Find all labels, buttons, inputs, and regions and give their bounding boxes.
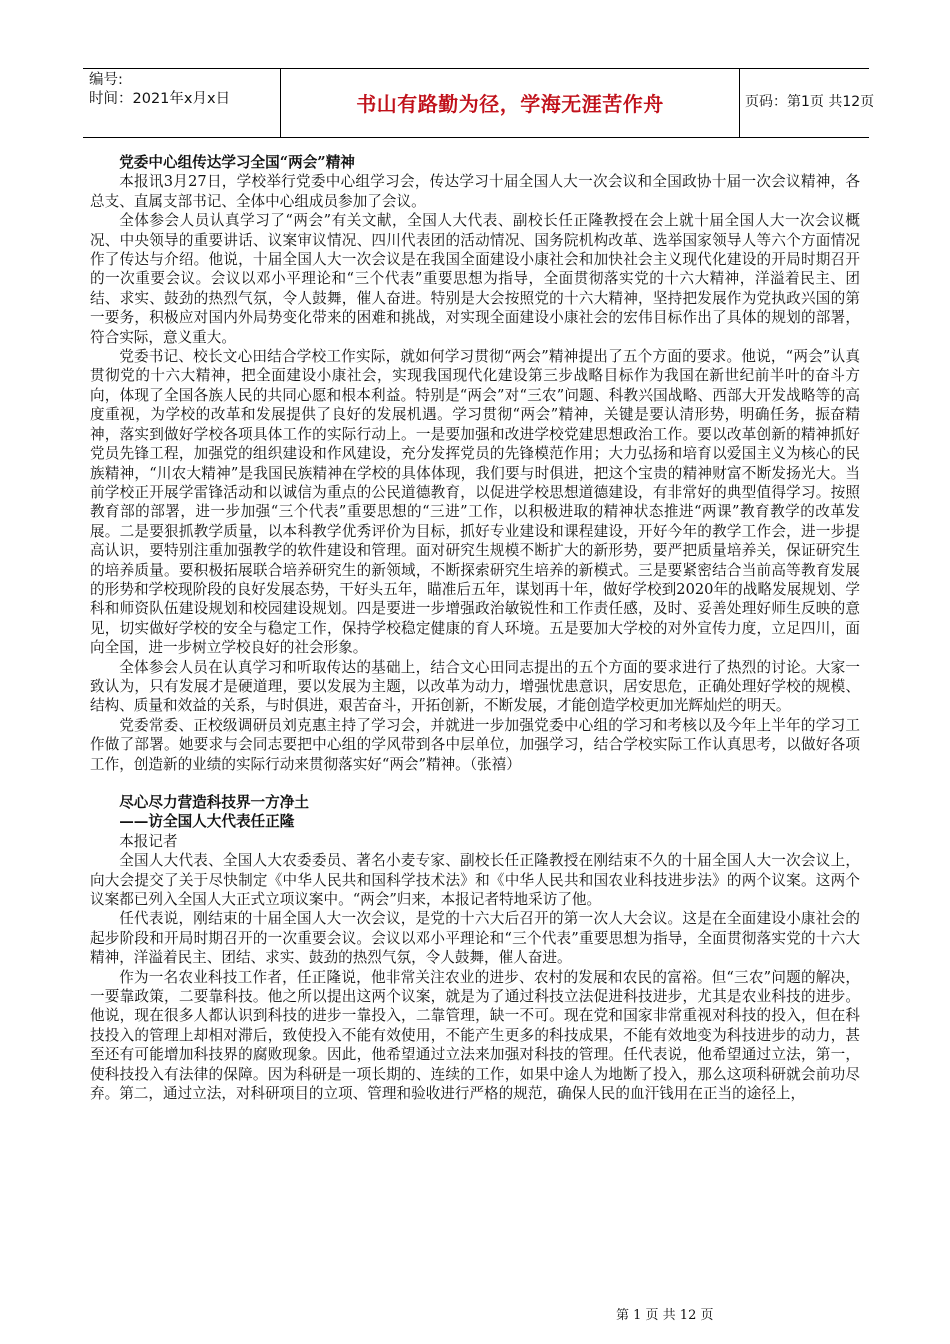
article-subtitle: ——访全国人大代表任正隆 <box>119 813 295 831</box>
paragraph: 全国人大代表、全国人大农委委员、著名小麦专家、副校长任正隆教授在刚结束不久的十届全国人大一次会议上，向大会提交了关于尽快制定《中华人民共和国科学技术法》和《中华人民共和国农业科技进步法》的两个议案。这两个议案都已列入全国人大正式立项议案中。“两会”归来，本报记者特地采访了他。 <box>90 852 860 909</box>
page-footer: 第 1 页 共 12 页 <box>616 1308 714 1323</box>
motto-text: 书山有路勤为径，学海无涯苦作舟 <box>356 92 664 116</box>
page-info: 页码：第1页 共12页 <box>745 94 875 110</box>
byline: 本报记者 <box>119 832 178 850</box>
paragraph: 党委常委、正校级调研员刘克惠主持了学习会，并就进一步加强党委中心组的学习和考核以及今年上半年的学习工作做了部署。她要求与会同志要把中心组的学风带到各中层单位，加强学习，结合学校实际工作认真思考，以做好各项工作，创造新的业绩的实际行动来贯彻落实好“两会”精神。（张禧） <box>90 716 860 773</box>
number-label: 编号: <box>89 72 123 88</box>
article-title: 尽心尽力营造科技界一方净土 <box>119 794 309 811</box>
paragraph: 全体参会人员认真学习了“两会”有关文献，全国人大代表、副校长任正隆教授在会上就十届全国人大一次会议概况、中央领导的重要讲话、议案审议情况、四川代表团的活动情况、国务院机构改革、选举国家领导人等六个方面情况作了传达与介绍。他说，十届全国人大一次会议是在我国全面建设小康社会和加快社会主义现代化建设的开局时期召开的一次重要会议。会议以邓小平理论和“三个代表”重要思想为指导，全面贯彻落实党的十六大精神，洋溢着民主、团结、求实、鼓劲的热烈气氛，令人鼓舞，催人奋进。特别是大会按照党的十六大精神，坚持把发展作为党执政兴国的第一要务，积极应对国内外局势变化带来的困难和挑战，对实现全面建设小康社会的宏伟目标作出了具体的规划的部署，符合实际，意义重大。 <box>90 212 860 346</box>
header-motto-cell <box>280 69 740 137</box>
time-label: 时间：2021年x月x日 <box>89 91 231 107</box>
paragraph: 本报讯3月27日，学校举行党委中心组学习会，传达学习十届全国人大一次会议和全国政协十届一次会议精神，各总支、直属支部书记、全体中心组成员参加了会议。 <box>90 173 860 210</box>
header-info-cell <box>83 69 280 137</box>
header-page-cell <box>739 69 875 137</box>
paragraph: 作为一名农业科技工作者，任正隆说，他非常关注农业的进步、农村的发展和农民的富裕。但“三农”问题的解决，一要靠政策，二要靠科技。他之所以提出这两个议案，就是为了通过科技立法促进科技进步，尤其是农业科技的进步。他说，现在很多人都认识到科技的进步一靠投入，二靠管理，缺一不可。现在党和国家非常重视对科技的投入，但在科技投入的管理上却相对滞后，致使投入不能有效使用，不能产生更多的科技成果，不能有效地变为科技进步的动力，甚至还有可能增加科技界的腐败现象。因此，他希望通过立法来加强对科技的管理。任代表说，他希望通过立法，第一，使科技投入有法律的保障。因为科研是一项长期的、连续的工作，如果中途人为地断了投入，那么这项科研就会前功尽弃。第二，通过立法，对科研项目的立项、管理和验收进行严格的规范，确保人民的血汗钱用在正当的途径上， <box>90 968 860 1103</box>
paragraph: 党委书记、校长文心田结合学校工作实际，就如何学习贯彻“两会”精神提出了五个方面的要求。他说，“两会”认真贯彻党的十六大精神，把全面建设小康社会，实现我国现代化建设第三步战略目标作为我国在新世纪前半叶的奋斗方向，体现了全国各族人民的共同心愿和根本利益。特别是“两会”对“三农”问题、科教兴国战略、西部大开发战略等的高度重视，为学校的改革和发展提供了良好的发展机遇。学习贯彻“两会”精神，关键是要认清形势，明确任务，振奋精神，落实到做好学校各项具体工作的实际行动上。一是要加强和改进学校党建思想政治工作。要以改革创新的精神抓好党员先锋工程，加强党的组织建设和作风建设，充分发挥党员的先锋模范作用；大力弘扬和培育以爱国主义为核心的民族精神，“川农大精神”是我国民族精神在学校的具体体现，我们要与时俱进，把这个宝贵的精神财富不断发扬光大。当前学校正开展学雷锋活动和以诚信为重点的公民道德教育，以促进学校思想道德建设，有非常好的典型值得学习。按照教育部的部署，进一步加强“三个代表”重要思想的“三进”工作，以积极进取的精神状态推进“两课”教育教学的改革发展。二是要狠抓教学质量，以本科教学优秀评价为目标，抓好专业建设和课程建设，开好今年的教学工作会，进一步提高认识，要特别注重加强教学的软件建设和管理。面对研究生规模不断扩大的新形势，要严把质量培养关，保证研究生的培养质量。要积极拓展联合培养研究生的新领域，不断探索研究生培养的新模式。三是要紧密结合当前高等教育发展的形势和学校现阶段的良好发展态势，干好头五年，瞄准后五年，谋划再十年，做好学校到2020年的战略发展规划、学科和师资队伍建设规划和校园建设规划。四是要进一步增强政治敏锐性和工作责任感，及时、妥善处理好师生反映的意见，切实做好学校的安全与稳定工作，保持学校稳定健康的育人环境。五是要加大学校的对外宣传力度，立足四川，面向全国，进一步树立学校良好的社会形象。 <box>90 348 860 657</box>
document-body <box>90 153 860 1104</box>
paragraph: 全体参会人员在认真学习和听取传达的基础上，结合文心田同志提出的五个方面的要求进行了热烈的讨论。大家一致认为，只有发展才是硬道理，要以发展为主题，以改革为动力，增强忧患意识，居安思危，正确处理好学校的规模、结构、质量和效益的关系，与时俱进，艰苦奋斗，开拓创新，不断发展，才能创造学校更加光辉灿烂的明天。 <box>90 658 860 715</box>
page-header <box>83 68 875 138</box>
article-title: 党委中心组传达学习全国“两会”精神 <box>119 154 355 171</box>
paragraph: 任代表说，刚结束的十届全国人大一次会议，是党的十六大后召开的第一次人大会议。这是在全面建设小康社会的起步阶段和开局时期召开的一次重要会议。会议以邓小平理论和“三个代表”重要思想为指导，全面贯彻落实党的十六大精神，洋溢着民主、团结、求实、鼓劲的热烈气氛，令人鼓舞，催人奋进。 <box>90 910 860 967</box>
